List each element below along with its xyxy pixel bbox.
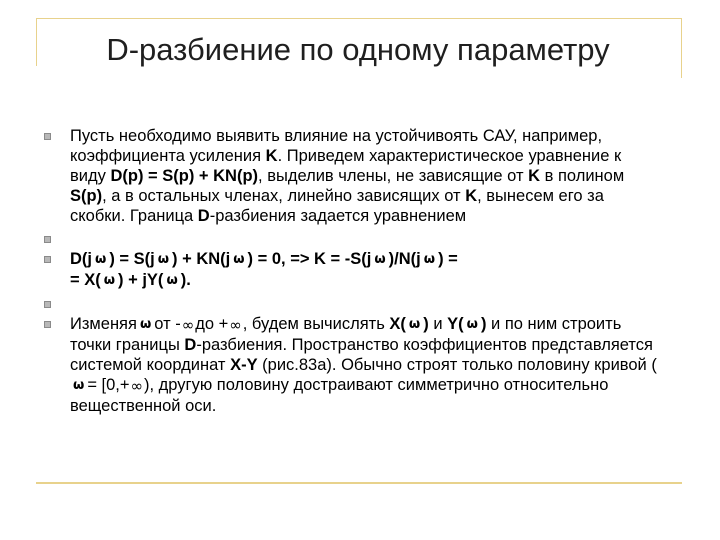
- bullet-square-icon: [44, 256, 51, 263]
- slide-body: [40, 126, 660, 416]
- top-border-line: [36, 18, 682, 19]
- slide-title: D-разбиение по одному параметру: [106, 32, 610, 67]
- bold-text: X-Y: [230, 356, 258, 374]
- bullet-square-icon: [44, 301, 51, 308]
- bold-text: ): [480, 315, 487, 333]
- bold-formula: D(p) = S(p) + KN(p): [110, 167, 259, 185]
- text: , вынесем его за скобки. Граница: [70, 187, 604, 225]
- bullet-square-icon: [44, 321, 51, 328]
- bold-text: K: [265, 147, 278, 165]
- right-border-line: [681, 18, 682, 78]
- text: -разбиения. Пространство коэффициентов представляется системой координат: [70, 336, 653, 374]
- infinity-symbol: ∞: [229, 316, 240, 334]
- text: , будем вычислять: [242, 315, 390, 333]
- bullet-item-empty-1: [40, 229, 660, 249]
- bold-text: K: [528, 167, 541, 185]
- bold-text: D: [197, 207, 210, 225]
- infinity-symbol: ∞: [130, 377, 142, 395]
- formula-part: D(j: [70, 250, 92, 268]
- text: . Приведем характеристическое уравнение к виду: [70, 147, 622, 185]
- formula-part: ) + KN(j: [172, 250, 231, 268]
- text: Изменяя: [70, 315, 137, 333]
- bullet-item-empty-2: [40, 294, 660, 314]
- bold-text: S(p): [70, 187, 103, 205]
- text: и по ним строить точки границы: [70, 315, 622, 354]
- omega-symbol: ω: [466, 317, 478, 332]
- omega-symbol: ω: [233, 252, 245, 267]
- text: ), другую половину достраивают симметрично относительно вещественной оси.: [70, 376, 609, 415]
- bold-text: X(: [389, 315, 406, 333]
- bold-text: Y(: [447, 315, 464, 333]
- omega-symbol: ω: [408, 317, 421, 332]
- omega-symbol: ω: [374, 252, 386, 267]
- bullet-item-formula: [40, 249, 660, 291]
- formula-part: )/N(j: [388, 250, 421, 268]
- omega-symbol: ω: [73, 378, 85, 393]
- text: и: [428, 315, 448, 333]
- omega-symbol: ω: [423, 252, 436, 267]
- text: до +: [195, 315, 229, 333]
- text: , а в остальных членах, линейно зависящих от: [102, 187, 466, 205]
- text: Пусть необходимо выявить влияние на устойчивоять САУ, например, коэффициента усиления: [70, 127, 603, 165]
- omega-symbol: ω: [139, 317, 152, 332]
- text: (рис.83а). Обычно строят только половину кривой (: [257, 356, 657, 374]
- omega-symbol: ω: [157, 252, 170, 267]
- text: в полином: [540, 167, 625, 185]
- formula-part: ).: [180, 271, 191, 289]
- left-border-line: [36, 18, 37, 66]
- bullet-square-icon: [44, 236, 51, 243]
- formula-part: ) = S(j: [109, 250, 155, 268]
- bullet-square-icon: [44, 133, 51, 140]
- bullet-item-1: [40, 126, 660, 226]
- omega-symbol: ω: [166, 273, 178, 288]
- text: -разбиения задается уравнением: [209, 207, 467, 225]
- omega-symbol: ω: [103, 273, 116, 288]
- formula-part: ) =: [438, 250, 458, 268]
- bold-text: D: [184, 336, 197, 354]
- text: = [0,+: [87, 376, 130, 394]
- text: от -: [154, 315, 181, 333]
- formula-part: = X(: [70, 271, 101, 289]
- bold-text: K: [465, 187, 478, 205]
- bold-text: ): [423, 315, 429, 333]
- text: , выделив члены, не зависящие от: [258, 167, 529, 185]
- infinity-symbol: ∞: [181, 316, 193, 334]
- omega-symbol: ω: [95, 252, 107, 267]
- formula-part: ) = 0, => K = -S(j: [247, 250, 372, 268]
- formula-part: ) + jY(: [118, 271, 164, 289]
- bottom-border-line: [36, 482, 682, 484]
- bullet-item-5: [40, 314, 660, 416]
